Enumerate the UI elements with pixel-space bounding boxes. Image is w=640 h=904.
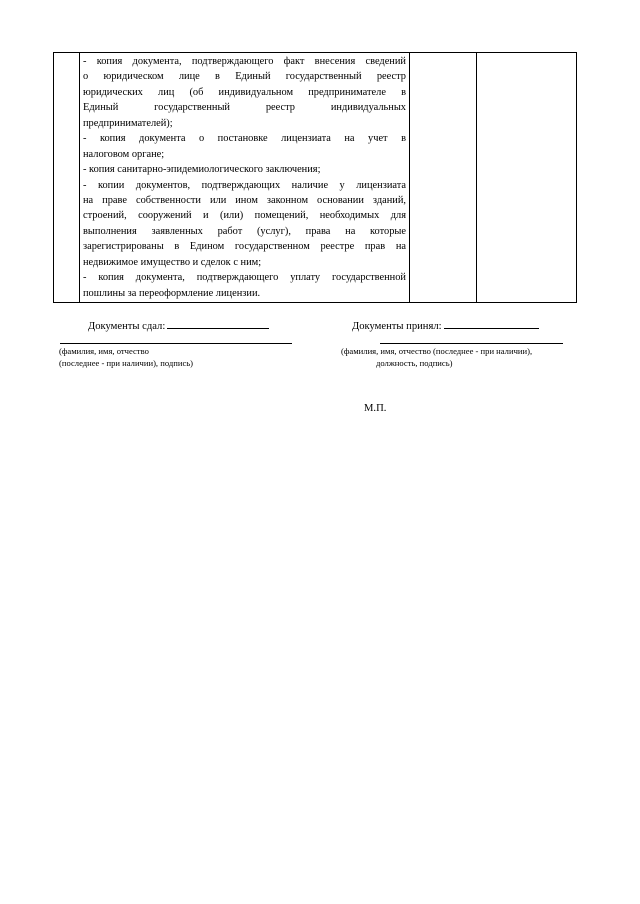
documents-received-label: Документы принял:	[352, 321, 442, 332]
documents-list-cell	[83, 54, 406, 301]
document-requirement-line: о юридическом лице в Единый государственный реестр	[83, 71, 406, 83]
document-requirement-line: зарегистрированы в Едином государственном реестре прав на	[83, 241, 406, 253]
document-requirement-line: предпринимателей);	[83, 117, 173, 129]
stamp-placeholder: М.П.	[364, 403, 387, 414]
document-requirement-line: на праве собственности или ином законном основании зданий,	[83, 194, 406, 206]
signature-name-line	[60, 343, 292, 344]
document-requirement-line: строений, сооружений и (или) помещений, необходимых для	[83, 210, 406, 222]
documents-submitted-label: Документы сдал:	[88, 321, 166, 332]
documents-submitted-signature	[88, 317, 269, 334]
document-requirement-line: юридических лиц (об индивидуальном предпринимателе в	[83, 86, 406, 98]
document-requirement-line: - копия документа о постановке лицензиата на учет в	[83, 133, 406, 145]
documents-received-signature	[352, 317, 539, 334]
table-column-divider	[476, 53, 477, 302]
document-requirement-line: выполнения заявленных работ (услуг), права на которые	[83, 225, 406, 237]
document-requirement-line: налоговом органе;	[83, 148, 165, 160]
document-requirement-line: недвижимое имущество и сделок с ним;	[83, 256, 262, 268]
document-requirement-line: - копия документа, подтверждающего факт внесения сведений	[83, 56, 406, 67]
document-requirement-line: - копия санитарно-эпидемиологического заключения;	[83, 164, 321, 176]
signature-blank	[444, 317, 539, 329]
document-requirement-line: - копии документов, подтверждающих наличие у лицензиата	[83, 179, 406, 191]
table-column-divider	[409, 53, 410, 302]
signature-caption-right-line2: должность, подпись)	[376, 358, 453, 368]
document-requirement-line: пошлины за переоформление лицензии.	[83, 287, 261, 299]
signature-caption-left-line2: (последнее - при наличии), подпись)	[59, 358, 194, 368]
signature-caption-left-line1: (фамилия, имя, отчество	[59, 346, 149, 356]
document-requirement-line: Единый государственный реестр индивидуальных	[83, 102, 406, 114]
signature-caption-right-line1: (фамилия, имя, отчество (последнее - при наличии),	[341, 346, 533, 356]
signature-blank	[167, 317, 269, 329]
document-requirement-line: - копия документа, подтверждающего уплату государственной	[83, 272, 406, 284]
table-column-divider	[79, 53, 80, 302]
documents-table	[53, 52, 577, 303]
signature-name-line	[380, 343, 563, 344]
